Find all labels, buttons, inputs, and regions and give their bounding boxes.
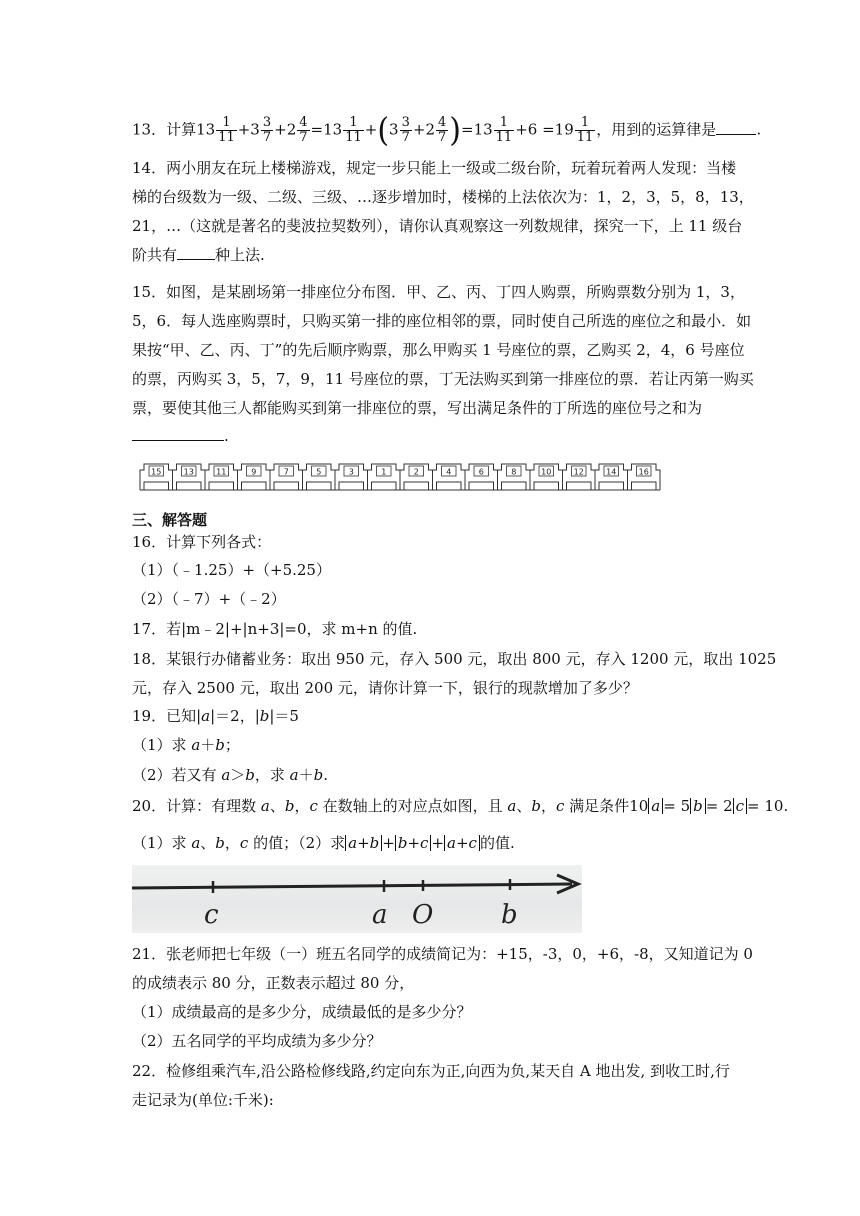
q14-line2: 梯的台级数为一级、二级、三级、…逐步增加时，楼梯的上法依次为：1，2，3，5，8，13， [132, 188, 754, 206]
fraction: $\frac{4}{7}$ [299, 115, 308, 145]
q19-part1: （1）求 a＋b； [132, 736, 240, 754]
q16-part2: （2）（﹣7）+（﹣2） [132, 590, 286, 608]
number-line-svg [132, 865, 582, 933]
right-paren: ) [449, 110, 461, 150]
seat [530, 464, 563, 490]
fraction: $\frac{4}{7}$ [438, 115, 447, 145]
seat-number: 15 [151, 467, 162, 477]
seat [400, 464, 433, 490]
axis-label-o: O [412, 900, 434, 930]
seat-number: 7 [283, 467, 289, 477]
q19-stem: 19．已知|a|＝2，|b|＝5 [132, 707, 299, 725]
seat [335, 464, 368, 490]
seat [238, 464, 271, 490]
q21-part1: （1）成绩最高的是多少分，成绩最低的是多少分？ [132, 1003, 472, 1021]
q15-line4: 的票，丙购买 3，5，7，9，11 号座位的票，丁无法购买到第一排座位的票．若让丙第一购买 [132, 370, 754, 388]
q22-line2: 走记录为(单位:千米): [132, 1091, 274, 1109]
fraction: $\frac{1}{11}$ [345, 115, 362, 145]
q21-line2: 的成绩表示 80 分，正数表示超过 80 分， [132, 974, 415, 992]
q18-line2: 元，存入 2500 元，取出 200 元，请你计算一下，银行的现款增加了多少？ [132, 679, 638, 697]
seat [303, 464, 336, 490]
fraction: $\frac{1}{11}$ [576, 115, 594, 145]
axis-label-c: c [204, 900, 219, 930]
left-paren: ( [377, 110, 390, 150]
fraction: $\frac{3}{7}$ [401, 115, 410, 145]
q15-line5: 票，要使其他三人都能购买到第一排座位的票，写出满足条件的丁所选的座位号之和为 [132, 399, 703, 417]
seat [465, 464, 498, 490]
q14-line3: 21，…（这就是著名的斐波拉契数列），请你认真观察这一列数规律，探究一下，上 11 级台 [132, 217, 743, 235]
seating-chart-figure [136, 460, 666, 494]
seat [368, 464, 401, 490]
axis-label-a: a [372, 900, 388, 930]
q13-whole: 13 [196, 120, 216, 139]
seat [205, 464, 238, 490]
q16-stem: 16．计算下列各式： [132, 533, 272, 551]
q22-line1: 22．检修组乘汽车,沿公路检修线路,约定向东为正,向西为负,某天自 A 地出发, 到收工时,行 [132, 1062, 730, 1080]
q16-part1: （1）（﹣1.25）+（+5.25） [132, 561, 331, 579]
seat-number: 4 [446, 467, 452, 477]
seat [628, 464, 661, 490]
section-title: 三、解答题 [132, 511, 208, 529]
q21-line1: 21．张老师把七年级（一）班五名同学的成绩简记为：+15，-3，0，+6，-8，又知道记为 0 [132, 945, 753, 963]
q18-line1: 18．某银行办储蓄业务：取出 950 元，存入 500 元，取出 800 元，存入 1200 元，取出 1025 [132, 650, 777, 668]
q13-prefix: 13．计算 [132, 120, 197, 139]
q20-line2: （1）求 a、b，c 的值；（2）求 a+b + b+c + a+c 的值. [132, 834, 515, 852]
question-13: 13．计算13 $\frac{1}{11}$ +3 $\frac{3}{7}$ +2 $\frac{4}{7}$ =13 $\frac{1}{11}$ +(3 $\frac{3}{7}$ +2 $\frac{4}{7}$ )=13 $\frac{1}{11}$ +6 =19 $\frac{1}{11}$ ，用到的运算律是 . [132, 110, 762, 150]
seat-number: 1 [381, 467, 387, 477]
q14-line4: 阶共有 种上法. [132, 246, 265, 264]
answer-blank[interactable] [132, 426, 224, 441]
seat [270, 464, 303, 490]
q17-text: 17．若|m﹣2|+|n+3|=0，求 m+n 的值. [132, 620, 418, 638]
axis-label-b: b [501, 900, 518, 930]
q15-line3: 果按“甲、乙、丙、丁”的先后顺序购票，那么甲购买 1 号座位的票，乙购买 2，4，6 号座位 [132, 341, 745, 359]
q15-line2: 5，6．每人选座购票时，只购买第一排的座位相邻的票，同时使自己所选的座位之和最小．如 [132, 312, 752, 330]
seat [173, 464, 206, 490]
seat [498, 464, 531, 490]
seat [563, 464, 596, 490]
seat-number: 10 [541, 467, 552, 477]
seat-number: 13 [183, 467, 194, 477]
fraction: $\frac{1}{11}$ [495, 115, 513, 145]
seat [140, 464, 173, 490]
seat-number: 9 [251, 467, 257, 477]
seat [433, 464, 466, 490]
number-line-figure [132, 865, 582, 933]
seat-number: 14 [606, 467, 617, 477]
seat-number: 2 [413, 467, 419, 477]
seat-number: 3 [348, 467, 354, 477]
seat-number: 16 [638, 467, 649, 477]
q14-line1: 14．两小朋友在玩上楼梯游戏，规定一步只能上一级或二级台阶，玩着玩着两人发现：当楼 [132, 159, 737, 177]
answer-blank[interactable] [716, 120, 756, 135]
q21-part2: （2）五名同学的平均成绩为多少分？ [132, 1032, 382, 1050]
q19-part2: （2）若又有 a＞b，求 a＋b. [132, 766, 329, 784]
q15-line6: . [132, 426, 229, 446]
seat-number: 8 [511, 467, 517, 477]
fraction: $\frac{3}{7}$ [262, 115, 272, 145]
fraction: $\frac{1}{11}$ [218, 115, 235, 145]
seat-number: 6 [478, 467, 484, 477]
seat-number: 5 [316, 467, 322, 477]
seat-number: 11 [216, 467, 227, 477]
answer-blank[interactable] [177, 245, 215, 260]
seat [595, 464, 628, 490]
seat-number: 12 [573, 467, 584, 477]
q15-line1: 15．如图，是某剧场第一排座位分布图．甲、乙、丙、丁四人购票，所购票数分别为 1，3， [132, 283, 745, 301]
q20-line1: 20．计算：有理数 a、b，c 在数轴上的对应点如图，且 a、b，c 满足条件10 a = 5 b = 2 c = 10. [132, 797, 789, 815]
